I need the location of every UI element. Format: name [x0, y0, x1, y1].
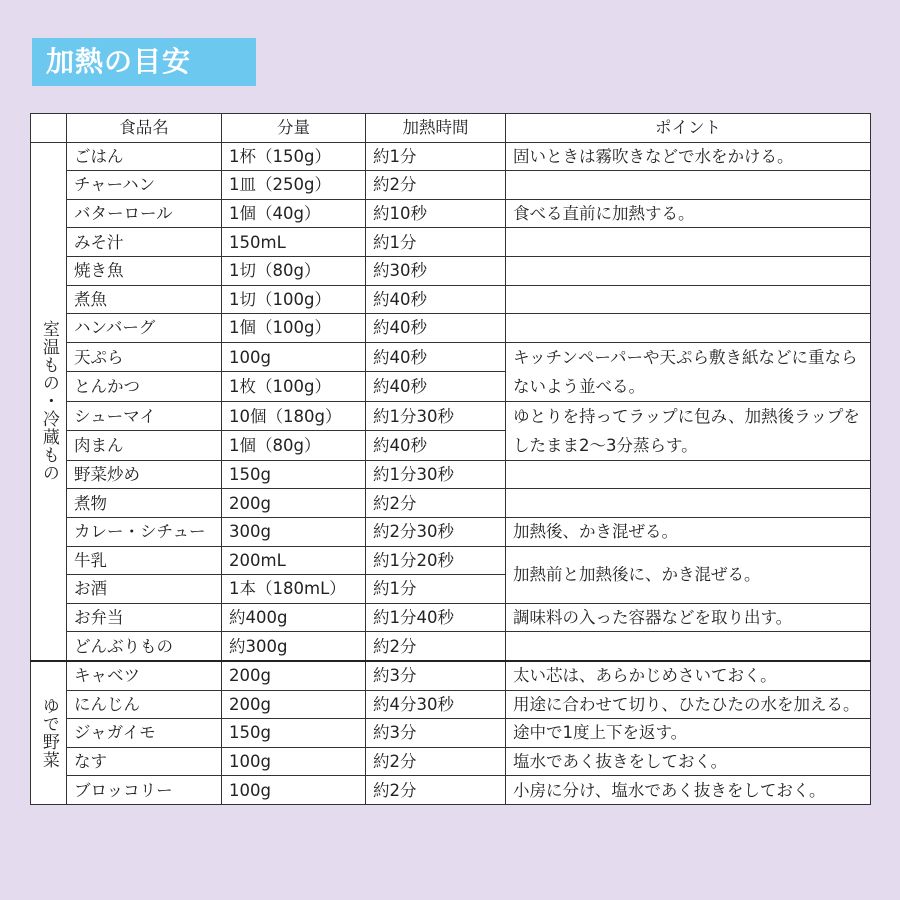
point: 食べる直前に加熱する。 [506, 199, 871, 228]
amount: 200g [222, 661, 366, 690]
amount: 150g [222, 460, 366, 489]
point: 塩水であく抜きをしておく。 [506, 747, 871, 776]
food-name: とんかつ [67, 372, 222, 402]
header-heating-time: 加熱時間 [366, 114, 506, 143]
amount: 200mL [222, 546, 366, 575]
point: 加熱前と加熱後に、かき混ぜる。 [506, 546, 871, 603]
amount: 約300g [222, 632, 366, 661]
amount: 200g [222, 690, 366, 719]
table-row [31, 285, 871, 314]
food-name: カレー・シチュー [67, 517, 222, 546]
amount: 150mL [222, 228, 366, 257]
amount: 1杯（150g） [222, 142, 366, 171]
heating-time: 約30秒 [366, 256, 506, 285]
heating-time: 約1分 [366, 142, 506, 171]
amount: 約400g [222, 603, 366, 632]
food-name: ブロッコリー [67, 776, 222, 805]
food-name: 焼き魚 [67, 256, 222, 285]
amount: 300g [222, 517, 366, 546]
table-row [31, 314, 871, 343]
food-name: チャーハン [67, 171, 222, 200]
heating-time: 約10秒 [366, 199, 506, 228]
group-label-room-temp: 室温もの・冷蔵もの [31, 142, 67, 661]
point [506, 314, 871, 343]
amount: 1本（180mL） [222, 575, 366, 604]
table-row [31, 342, 871, 372]
heating-time: 約2分 [366, 489, 506, 518]
header-amount: 分量 [222, 114, 366, 143]
table-header-row [31, 114, 871, 143]
table-row [31, 171, 871, 200]
amount: 100g [222, 747, 366, 776]
table-row [31, 401, 871, 431]
heating-time: 約40秒 [366, 285, 506, 314]
food-name: 野菜炒め [67, 460, 222, 489]
point: 途中で1度上下を返す。 [506, 719, 871, 748]
amount: 1個（100g） [222, 314, 366, 343]
point: 用途に合わせて切り、ひたひたの水を加える。 [506, 690, 871, 719]
food-name: お酒 [67, 575, 222, 604]
amount: 1個（80g） [222, 431, 366, 461]
food-name: バターロール [67, 199, 222, 228]
point [506, 489, 871, 518]
header-corner [31, 114, 67, 143]
table-row [31, 228, 871, 257]
heating-time: 約1分 [366, 575, 506, 604]
heating-time: 約1分 [366, 228, 506, 257]
header-point: ポイント [506, 114, 871, 143]
amount: 150g [222, 719, 366, 748]
amount: 100g [222, 776, 366, 805]
amount: 1切（100g） [222, 285, 366, 314]
heating-time: 約40秒 [366, 314, 506, 343]
heating-time: 約2分30秒 [366, 517, 506, 546]
point: 小房に分け、塩水であく抜きをしておく。 [506, 776, 871, 805]
food-name: どんぶりもの [67, 632, 222, 661]
heating-guide-table [30, 113, 871, 805]
heating-time: 約40秒 [366, 372, 506, 402]
food-name: お弁当 [67, 603, 222, 632]
table-row [31, 256, 871, 285]
header-food-name: 食品名 [67, 114, 222, 143]
table-row [31, 517, 871, 546]
heating-time: 約40秒 [366, 431, 506, 461]
table-row [31, 199, 871, 228]
group-label-boiled-vegetables: ゆで野菜 [31, 661, 67, 804]
amount: 1個（40g） [222, 199, 366, 228]
heating-time: 約1分20秒 [366, 546, 506, 575]
food-name: ジャガイモ [67, 719, 222, 748]
table-row [31, 546, 871, 575]
point [506, 171, 871, 200]
point [506, 460, 871, 489]
page-title: 加熱の目安 [32, 38, 256, 86]
table-row [31, 661, 871, 690]
heating-time: 約3分 [366, 719, 506, 748]
table-row [31, 719, 871, 748]
food-name: 煮物 [67, 489, 222, 518]
food-name: 天ぷら [67, 342, 222, 372]
point [506, 256, 871, 285]
point: 加熱後、かき混ぜる。 [506, 517, 871, 546]
food-name: シューマイ [67, 401, 222, 431]
table-row [31, 460, 871, 489]
heating-time: 約3分 [366, 661, 506, 690]
heating-time: 約1分30秒 [366, 460, 506, 489]
table-row [31, 489, 871, 518]
point: 太い芯は、あらかじめさいておく。 [506, 661, 871, 690]
heating-time: 約40秒 [366, 342, 506, 372]
amount: 1切（80g） [222, 256, 366, 285]
heating-time: 約2分 [366, 171, 506, 200]
food-name: キャベツ [67, 661, 222, 690]
food-name: なす [67, 747, 222, 776]
point: 固いときは霧吹きなどで水をかける。 [506, 142, 871, 171]
table-row [31, 776, 871, 805]
table-row [31, 690, 871, 719]
amount: 200g [222, 489, 366, 518]
amount: 1枚（100g） [222, 372, 366, 402]
point: 調味料の入った容器などを取り出す。 [506, 603, 871, 632]
heating-time: 約2分 [366, 776, 506, 805]
food-name: みそ汁 [67, 228, 222, 257]
heating-time: 約1分30秒 [366, 401, 506, 431]
amount: 10個（180g） [222, 401, 366, 431]
table-row [31, 747, 871, 776]
heating-time: 約4分30秒 [366, 690, 506, 719]
amount: 100g [222, 342, 366, 372]
point: キッチンペーパーや天ぷら敷き紙などに重ならないよう並べる。 [506, 342, 871, 401]
table-row [31, 603, 871, 632]
heating-time: 約2分 [366, 632, 506, 661]
heating-time: 約1分40秒 [366, 603, 506, 632]
food-name: ハンバーグ [67, 314, 222, 343]
food-name: ごはん [67, 142, 222, 171]
food-name: 肉まん [67, 431, 222, 461]
point: ゆとりを持ってラップに包み、加熱後ラップをしたまま2〜3分蒸らす。 [506, 401, 871, 460]
amount: 1皿（250g） [222, 171, 366, 200]
point [506, 228, 871, 257]
point [506, 285, 871, 314]
table-row [31, 142, 871, 171]
food-name: 牛乳 [67, 546, 222, 575]
food-name: 煮魚 [67, 285, 222, 314]
food-name: にんじん [67, 690, 222, 719]
heating-time: 約2分 [366, 747, 506, 776]
point [506, 632, 871, 661]
table-row [31, 632, 871, 661]
